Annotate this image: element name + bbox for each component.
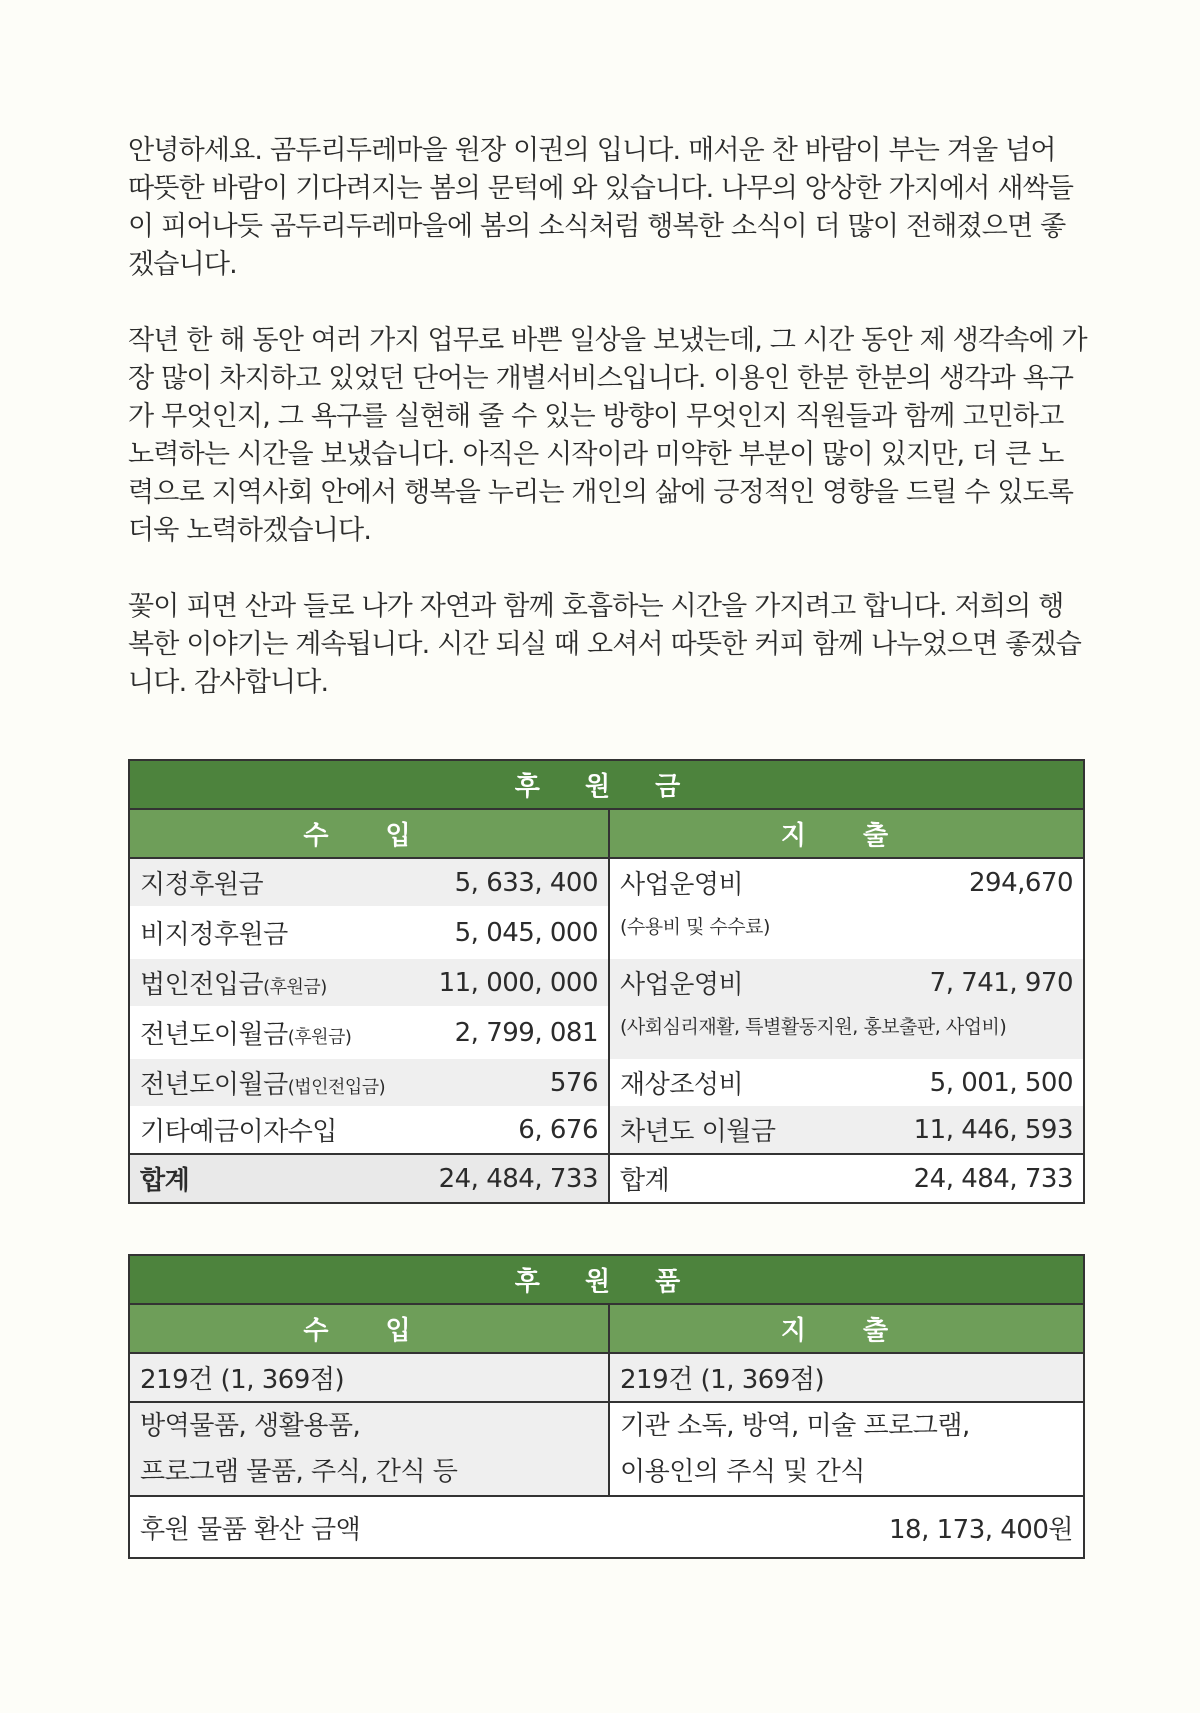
converted-amount-label: 후원 물품 환산 금액 bbox=[129, 1496, 609, 1558]
expense-header: 지 출 bbox=[609, 809, 1084, 858]
expense-note: (수용비 및 수수료) bbox=[609, 906, 1084, 959]
greeting-letter bbox=[128, 132, 1088, 702]
income-total-value: 24, 484, 733 bbox=[419, 1154, 609, 1203]
table-row bbox=[129, 1106, 1084, 1154]
goods-income-items: 방역물품, 생활용품, 프로그램 물품, 주식, 간식 등 bbox=[129, 1402, 609, 1496]
table-row bbox=[129, 1006, 1084, 1059]
income-value: 11, 000, 000 bbox=[419, 959, 609, 1006]
expense-value: 11, 446, 593 bbox=[899, 1106, 1084, 1154]
income-label: 전년도이월금(후원금) bbox=[129, 1006, 419, 1059]
expense-label: 사업운영비 bbox=[609, 858, 899, 906]
income-label: 법인전입금(후원금) bbox=[129, 959, 419, 1006]
donation-money-table bbox=[128, 759, 1085, 1204]
income-value: 6, 676 bbox=[419, 1106, 609, 1154]
income-value: 576 bbox=[419, 1059, 609, 1106]
donation-goods-title: 후 원 품 bbox=[129, 1255, 1084, 1304]
converted-amount-value: 18, 173, 400원 bbox=[609, 1496, 1084, 1558]
donation-money-title: 후 원 금 bbox=[129, 760, 1084, 809]
expense-total-value: 24, 484, 733 bbox=[899, 1154, 1084, 1203]
goods-expense-header: 지 출 bbox=[609, 1304, 1084, 1353]
expense-value: 294,670 bbox=[899, 858, 1084, 906]
table-row bbox=[129, 858, 1084, 906]
expense-label: 차년도 이월금 bbox=[609, 1106, 899, 1154]
income-label: 지정후원금 bbox=[129, 858, 419, 906]
income-label: 기타예금이자수입 bbox=[129, 1106, 419, 1154]
goods-income-header: 수 입 bbox=[129, 1304, 609, 1353]
expense-total-label: 합계 bbox=[609, 1154, 899, 1203]
table-row bbox=[129, 1059, 1084, 1106]
expense-value: 7, 741, 970 bbox=[899, 959, 1084, 1006]
expense-label: 사업운영비 bbox=[609, 959, 899, 1006]
total-row bbox=[129, 1154, 1084, 1203]
income-header: 수 입 bbox=[129, 809, 609, 858]
income-value: 5, 633, 400 bbox=[419, 858, 609, 906]
table-row bbox=[129, 1353, 1084, 1402]
table-row bbox=[129, 906, 1084, 959]
goods-expense-items: 기관 소독, 방역, 미술 프로그램, 이용인의 주식 및 간식 bbox=[609, 1402, 1084, 1496]
income-value: 2, 799, 081 bbox=[419, 1006, 609, 1059]
income-value: 5, 045, 000 bbox=[419, 906, 609, 959]
goods-expense-count: 219건 (1, 369점) bbox=[609, 1353, 1084, 1402]
expense-label: 재상조성비 bbox=[609, 1059, 899, 1106]
income-label: 전년도이월금(법인전입금) bbox=[129, 1059, 419, 1106]
expense-value: 5, 001, 500 bbox=[899, 1059, 1084, 1106]
income-total-label: 합계 bbox=[129, 1154, 419, 1203]
donation-goods-table bbox=[128, 1254, 1085, 1559]
income-label: 비지정후원금 bbox=[129, 906, 419, 959]
letter-paragraph-2: 작년 한 해 동안 여러 가지 업무로 바쁜 일상을 보냈는데, 그 시간 동안 제 생각속에 가장 많이 차지하고 있었던 단어는 개별서비스입니다. 이용인 한분 한분의 생각과 욕구가 무엇인지, 그 욕구를 실현해 줄 수 있는 방향이 무엇인지 직원들과 함께 고민하고 노력하는 시간을 보냈습니다. 아직은 시작이라 미약한 부분이 많이 있지만, 더 큰 노력으로 지역사회 안에서 행복을 누리는 개인의 삶에 긍정적인 영향을 드릴 수 있도록 더욱 노력하겠습니다. bbox=[128, 325, 1087, 546]
letter-paragraph-1: 안녕하세요. 곰두리두레마을 원장 이권의 입니다. 매서운 찬 바람이 부는 겨울 넘어 따뜻한 바람이 기다려지는 봄의 문턱에 와 있습니다. 나무의 앙상한 가지에서 새싹들이 피어나듯 곰두리두레마을에 봄의 소식처럼 행복한 소식이 더 많이 전해졌으면 좋겠습니다. bbox=[128, 135, 1074, 280]
table-row bbox=[129, 1496, 1084, 1558]
goods-income-count: 219건 (1, 369점) bbox=[129, 1353, 609, 1402]
table-row bbox=[129, 959, 1084, 1006]
expense-note: (사회심리재활, 특별활동지원, 홍보출판, 사업비) bbox=[609, 1006, 1084, 1059]
table-row bbox=[129, 1402, 1084, 1496]
letter-paragraph-3: 꽃이 피면 산과 들로 나가 자연과 함께 호흡하는 시간을 가지려고 합니다. 저희의 행복한 이야기는 계속됩니다. 시간 되실 때 오셔서 따뜻한 커피 함께 나누었으면 좋겠습니다. 감사합니다. bbox=[128, 591, 1081, 698]
